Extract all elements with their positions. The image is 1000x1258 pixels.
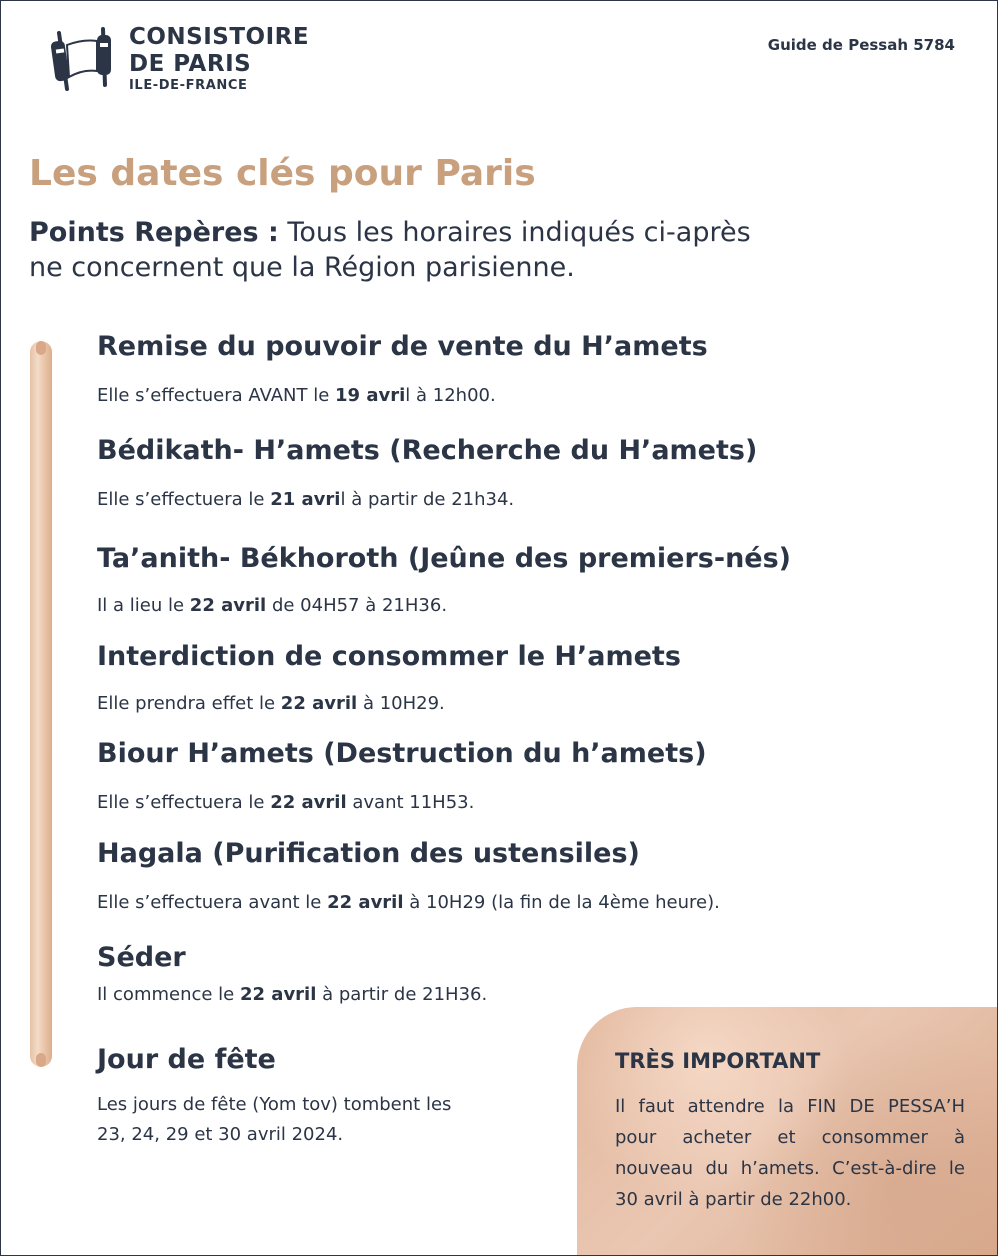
entry-text-pre: Elle s’effectuera AVANT le	[97, 385, 336, 406]
entry-heading: Remise du pouvoir de vente du H’amets	[97, 331, 708, 362]
entry-text-bold: 19 avri	[335, 385, 406, 406]
entry-text-bold: 22 avril	[239, 984, 317, 1005]
logo-line2: DE PARIS	[129, 51, 252, 77]
entry-biour	[97, 736, 957, 836]
logo-line1: CONSISTOIRE	[129, 24, 310, 50]
entry-text	[97, 381, 957, 411]
timeline-bar	[30, 341, 52, 1067]
entry-heading: Jour de fête	[97, 1044, 276, 1075]
entry-interdiction	[97, 639, 957, 736]
entry-hagala	[97, 836, 957, 940]
entry-text-pre: Elle s’effectuera le	[97, 792, 271, 813]
intro-text: Tous les horaires indiqués ci-après ne concernent que la Région parisienne.	[29, 217, 751, 283]
logo	[45, 23, 309, 95]
important-text: Il faut attendre la FIN DE PESSA’H pour acheter et consommer à nouveau du h’amets. C’est-à-dire le 30 avril à partir de 22h00.	[615, 1096, 965, 1210]
entry-text-line1: Les jours de fête (Yom tov) tombent les	[97, 1094, 452, 1115]
entry-text-pre: Il commence le	[97, 984, 240, 1005]
intro-bold: Points Repères :	[29, 217, 279, 248]
logo-line3: ILE-DE-FRANCE	[129, 78, 248, 93]
entry-text-post: à 10H29 (la fin de la 4ème heure).	[403, 892, 720, 913]
entry-text-post: l à 12h00.	[405, 385, 496, 406]
entry-heading: Interdiction de consommer le H’amets	[97, 641, 681, 672]
entry-taanith	[97, 541, 957, 639]
entry-text-post: de 04H57 à 21H36.	[266, 595, 448, 616]
entry-text	[97, 980, 957, 1010]
important-box	[577, 1007, 998, 1256]
entry-text	[97, 689, 957, 719]
entry-text-line2: 23, 24, 29 et 30 avril 2024.	[97, 1124, 344, 1145]
entry-text	[97, 888, 957, 918]
entry-heading: Ta’anith- Békhoroth (Jeûne des premiers-nés)	[97, 543, 792, 574]
entry-text-bold: 22 avril	[189, 595, 267, 616]
entry-remise	[97, 329, 957, 433]
entry-text	[97, 788, 957, 818]
entry-text-pre: Elle s’effectuera avant le	[97, 892, 328, 913]
entry-text-bold: 22 avril	[280, 693, 358, 714]
entry-heading: Hagala (Purification des ustensiles)	[97, 838, 640, 869]
entry-text-post: à partir de 21H36.	[316, 984, 488, 1005]
entry-text-bold: 22 avril	[327, 892, 404, 913]
entry-text	[97, 485, 957, 515]
entry-text-post: à 10H29.	[357, 693, 445, 714]
entry-bedikath	[97, 433, 957, 541]
entry-heading: Séder	[97, 942, 186, 973]
entry-heading: Bédikath- H’amets (Recherche du H’amets)	[97, 435, 758, 466]
entry-text-bold: 22 avril	[270, 792, 347, 813]
entry-heading: Biour H’amets (Destruction du h’amets)	[97, 738, 707, 769]
entry-text-pre: Elle prendra effet le	[97, 693, 281, 714]
entry-text-pre: Elle s’effectuera le	[97, 489, 271, 510]
entry-text-bold: 21 avri	[270, 489, 341, 510]
important-title: TRÈS IMPORTANT	[615, 1049, 821, 1073]
guide-label: Guide de Pessah 5784	[767, 36, 955, 54]
page-title: Les dates clés pour Paris	[29, 153, 536, 194]
torah-scroll-icon	[45, 23, 121, 95]
intro-paragraph	[29, 215, 789, 285]
entry-text-pre: Il a lieu le	[97, 595, 190, 616]
entry-text	[97, 591, 957, 621]
entry-text-post: avant 11H53.	[346, 792, 475, 813]
entry-text-post: l à partir de 21h34.	[340, 489, 515, 510]
